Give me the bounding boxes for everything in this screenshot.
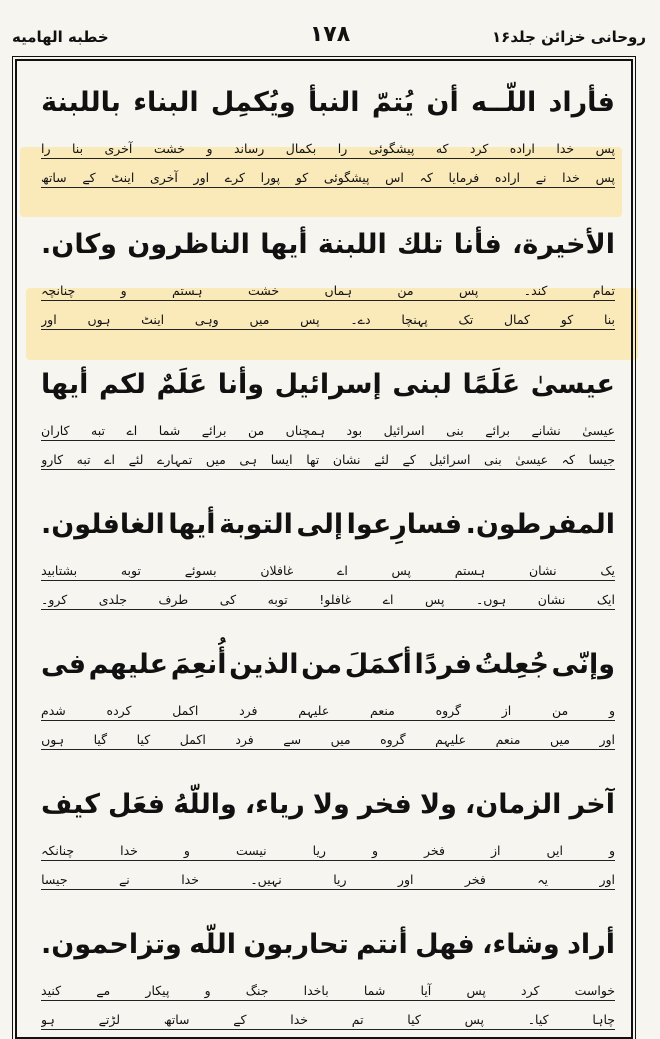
word: وأنا [217, 368, 265, 400]
word: خدا [562, 170, 580, 185]
word: اس [385, 170, 404, 185]
word: توبه [267, 592, 288, 607]
word: الزمان، [465, 788, 562, 820]
word: خشت [153, 141, 185, 156]
text-block [17, 217, 635, 337]
word: آیا [420, 983, 432, 998]
word: اسرائیل [429, 452, 471, 467]
word: اینٹ [111, 170, 135, 185]
word: شما [363, 983, 386, 998]
word: فخر [424, 843, 445, 858]
word: خدا [556, 141, 575, 156]
arabic-line [41, 777, 615, 831]
word: پس [300, 312, 320, 327]
word: نیست [235, 843, 267, 858]
text-block [17, 777, 635, 897]
word: پس [458, 283, 479, 298]
word: پورا [260, 170, 281, 185]
word: از [501, 703, 512, 718]
word: نشان [528, 563, 557, 578]
word: ہوں۔ [475, 592, 507, 607]
word: ہو [41, 1012, 55, 1027]
word: تم [351, 1012, 364, 1027]
word: النبأ [307, 86, 360, 118]
word: باخدا [303, 983, 329, 998]
word: اراده [494, 170, 520, 185]
word: اور [41, 312, 57, 327]
word: أيها [260, 228, 308, 260]
word: پیکار [145, 983, 170, 998]
word: ہستم [454, 563, 486, 578]
word: کنید [41, 983, 62, 998]
word: بنی [484, 452, 502, 467]
word: چاہا [592, 1012, 615, 1027]
text-frame [15, 59, 633, 1039]
text-block [17, 357, 635, 477]
word: بکمال [285, 141, 317, 156]
word: تک [458, 312, 474, 327]
word: واللّهُ [173, 788, 237, 820]
word: گروه [435, 703, 462, 718]
word: را [41, 141, 51, 156]
word: الناظرون [127, 228, 250, 260]
word: پس [464, 1012, 484, 1027]
word: من [247, 423, 265, 438]
text-block [17, 75, 635, 195]
word: برائے [485, 423, 510, 438]
word: فعَل [108, 788, 166, 820]
word: کے [82, 170, 96, 185]
word: ولا [419, 788, 457, 820]
urdu-translation-line [41, 722, 615, 750]
word: ایک [596, 592, 615, 607]
word: پیشگوئی [368, 141, 415, 156]
word: پیشگوئی [323, 170, 370, 185]
word: ہماں [324, 283, 353, 298]
urdu-translation-line [41, 442, 615, 470]
word: جنگ [245, 983, 269, 998]
word: نے [118, 872, 130, 887]
word: عیسیٰ [582, 423, 615, 438]
word: یک [600, 563, 615, 578]
word: جیسا [588, 452, 615, 467]
word: بسوئے [184, 563, 217, 578]
word: اور [193, 170, 210, 185]
word: و [608, 843, 615, 858]
word: کرده [106, 703, 132, 718]
word: أكمَلَ [344, 648, 412, 680]
word: کرد [469, 141, 489, 156]
word: اللّــه [471, 86, 537, 118]
word: و [206, 141, 213, 156]
word: اے [104, 452, 115, 467]
word: من [301, 648, 343, 680]
word: شما [158, 423, 181, 438]
word: پہنچا [401, 312, 428, 327]
word: فأراد [548, 86, 615, 118]
word: گروه [380, 732, 406, 747]
word: فأنا [453, 228, 502, 260]
word: المفرطون. [465, 508, 615, 540]
word: تمہارے [157, 452, 193, 467]
word: خدا [181, 872, 199, 887]
word: کی [219, 592, 237, 607]
word: غافلو! [319, 592, 352, 607]
word: میں [330, 732, 351, 747]
arabic-line [41, 217, 615, 271]
word: كيف [41, 788, 100, 820]
word: ایں [546, 843, 563, 858]
word: بشتابید [41, 563, 78, 578]
arabic-line [41, 637, 615, 691]
word: و [608, 703, 615, 718]
word: پس [425, 592, 445, 607]
word: اللّه [189, 928, 236, 960]
word: فهل [415, 928, 475, 960]
header-book-title: روحانی خزائن جلد۱۶ [492, 28, 646, 46]
word: اکمل [172, 703, 199, 718]
word: أيها [168, 508, 216, 540]
word: ہوں [87, 312, 111, 327]
word: اسرائیل [383, 423, 425, 438]
word: کہ [561, 452, 575, 467]
word: إسرائيل [274, 368, 382, 400]
word: کیا۔ [527, 1012, 549, 1027]
word: کرے [224, 170, 245, 185]
page-number: ۱۷۸ [309, 22, 351, 47]
word: فخر [357, 788, 412, 820]
word: ويُكمِل [210, 86, 296, 118]
word: جیسا [41, 872, 68, 887]
word: تھا [306, 452, 320, 467]
word: از [490, 843, 501, 858]
word: ہستم [172, 283, 203, 298]
word: وكان. [41, 228, 117, 260]
word: و [204, 983, 211, 998]
word: تبه [91, 423, 105, 438]
word: عیسیٰ [515, 452, 549, 467]
word: گیا [93, 732, 108, 747]
word: کیا [407, 1012, 421, 1027]
word: خشت [247, 283, 280, 298]
word: فى [41, 648, 87, 680]
word: تبه [76, 452, 91, 467]
arabic-line [41, 497, 615, 551]
word: لڑتے [98, 1012, 121, 1027]
word: فرد [235, 732, 254, 747]
word: نشانے [531, 423, 561, 438]
persian-translation-line [41, 131, 615, 159]
word: اور [599, 872, 615, 887]
word: ہی [239, 452, 258, 467]
word: بنا [603, 312, 615, 327]
word: رساند [233, 141, 265, 156]
header-section-title: خطبه الهاميه [12, 28, 109, 46]
word: أيها [41, 368, 89, 400]
persian-translation-line [41, 273, 615, 301]
word: مے [96, 983, 111, 998]
word: چنانکہ [41, 843, 75, 858]
word: تحاربون [243, 928, 349, 960]
word: توبه [120, 563, 141, 578]
persian-translation-line [41, 833, 615, 861]
word: و [371, 843, 379, 858]
urdu-translation-line [41, 302, 615, 330]
word: پس [595, 141, 615, 156]
word: علیہم [298, 703, 330, 718]
word: عَلَمٌ [156, 368, 208, 400]
arabic-line [41, 357, 615, 411]
word: منعم [370, 703, 395, 718]
word: که [435, 141, 449, 156]
persian-translation-line [41, 413, 615, 441]
word: أُنعِمَ [170, 648, 227, 680]
word: کند۔ [523, 283, 548, 298]
urdu-translation-line [41, 1002, 615, 1030]
word: لكم [98, 368, 146, 400]
word: و [120, 283, 127, 298]
arabic-line [41, 917, 615, 971]
word: آخری [104, 141, 133, 156]
word: اللبنة [317, 228, 387, 260]
word: عليهم [88, 648, 169, 680]
word: دے۔ [350, 312, 371, 327]
word: نشان [537, 592, 566, 607]
word: ایسا [270, 452, 293, 467]
word: فرمایا [448, 170, 480, 185]
word: خواست [574, 983, 615, 998]
word: الأخيرة، [512, 228, 615, 260]
word: کیا [136, 732, 151, 747]
word: رياء، [244, 788, 305, 820]
word: پس [391, 563, 411, 578]
word: وشاء، [482, 928, 560, 960]
word: اور [599, 732, 615, 747]
word: اے [382, 592, 394, 607]
word: وتزاحمون. [41, 928, 182, 960]
word: پس [595, 170, 615, 185]
word: کو [295, 170, 309, 185]
word: ساتھ [41, 170, 67, 185]
urdu-translation-line [41, 582, 615, 610]
word: إلى [296, 508, 344, 540]
word: الغافلون. [41, 508, 165, 540]
word: خدا [120, 843, 138, 858]
word: جُعِلتُ [474, 648, 549, 680]
word: لبنى [392, 368, 452, 400]
word: علیہم [435, 732, 467, 747]
word: اراده [509, 141, 535, 156]
word: بنا [71, 141, 84, 156]
running-head [0, 0, 660, 60]
word: ہمچناں [285, 423, 326, 438]
persian-translation-line [41, 693, 615, 721]
urdu-translation-line [41, 160, 615, 188]
word: چنانچہ [41, 283, 76, 298]
word: کاران [41, 423, 70, 438]
word: اے [126, 423, 138, 438]
word: کارو [41, 452, 64, 467]
word: سے [283, 732, 302, 747]
word: باللبنة [41, 86, 121, 118]
word: الذين [229, 648, 299, 680]
persian-translation-line [41, 553, 615, 581]
word: وإنّى [551, 648, 615, 680]
word: کو [560, 312, 574, 327]
word: اکمل [179, 732, 206, 747]
word: میں [549, 732, 570, 747]
word: نہیں۔ [250, 872, 282, 887]
word: میں [205, 452, 226, 467]
word: یہ [537, 872, 549, 887]
word: البناء [133, 86, 199, 118]
word: تلك [397, 228, 444, 260]
word: من [552, 703, 569, 718]
word: التوبة [219, 508, 293, 540]
word: ساتھ [163, 1012, 190, 1027]
word: نشان [332, 452, 361, 467]
word: لئے [374, 452, 389, 467]
word: تمام [592, 283, 615, 298]
word: يُتمّ [371, 86, 415, 118]
word: ریا [312, 843, 326, 858]
word: فرد [239, 703, 258, 718]
text-block [17, 917, 635, 1037]
word: ولا [312, 788, 350, 820]
word: آخر [569, 788, 615, 820]
word: اے [337, 563, 348, 578]
word: بود [346, 423, 363, 438]
word: أنتم [356, 928, 408, 960]
text-block [17, 637, 635, 757]
word: کہ [419, 170, 433, 185]
text-block [17, 497, 635, 617]
word: أن [426, 86, 459, 118]
word: منعم [495, 732, 521, 747]
word: را [337, 141, 348, 156]
word: اور [397, 872, 414, 887]
word: میں [249, 312, 270, 327]
arabic-line [41, 75, 615, 129]
word: عيسىٰ [530, 368, 615, 400]
word: أراد [567, 928, 615, 960]
word: عَلَمًا [462, 368, 521, 400]
word: وہی [194, 312, 219, 327]
word: اینٹ [141, 312, 165, 327]
word: ہوں [41, 732, 65, 747]
word: پس [466, 983, 486, 998]
word: فسارِعوا [346, 508, 463, 540]
word: طرف [158, 592, 189, 607]
word: ریا [333, 872, 347, 887]
word: آخری [149, 170, 178, 185]
word: شدم [41, 703, 66, 718]
word: کرد [521, 983, 540, 998]
word: برائے [201, 423, 227, 438]
word: جلدی [98, 592, 127, 607]
word: کے [402, 452, 416, 467]
word: کمال [503, 312, 531, 327]
persian-translation-line [41, 973, 615, 1001]
word: خدا [290, 1012, 309, 1027]
word: نے [535, 170, 547, 185]
word: و [183, 843, 190, 858]
word: کرو۔ [41, 592, 68, 607]
word: کے [233, 1012, 247, 1027]
word: بنی [446, 423, 464, 438]
word: غافلان [260, 563, 294, 578]
urdu-translation-line [41, 862, 615, 890]
word: فخر [464, 872, 486, 887]
word: لئے [128, 452, 144, 467]
word: فردًا [414, 648, 473, 680]
word: من [397, 283, 414, 298]
